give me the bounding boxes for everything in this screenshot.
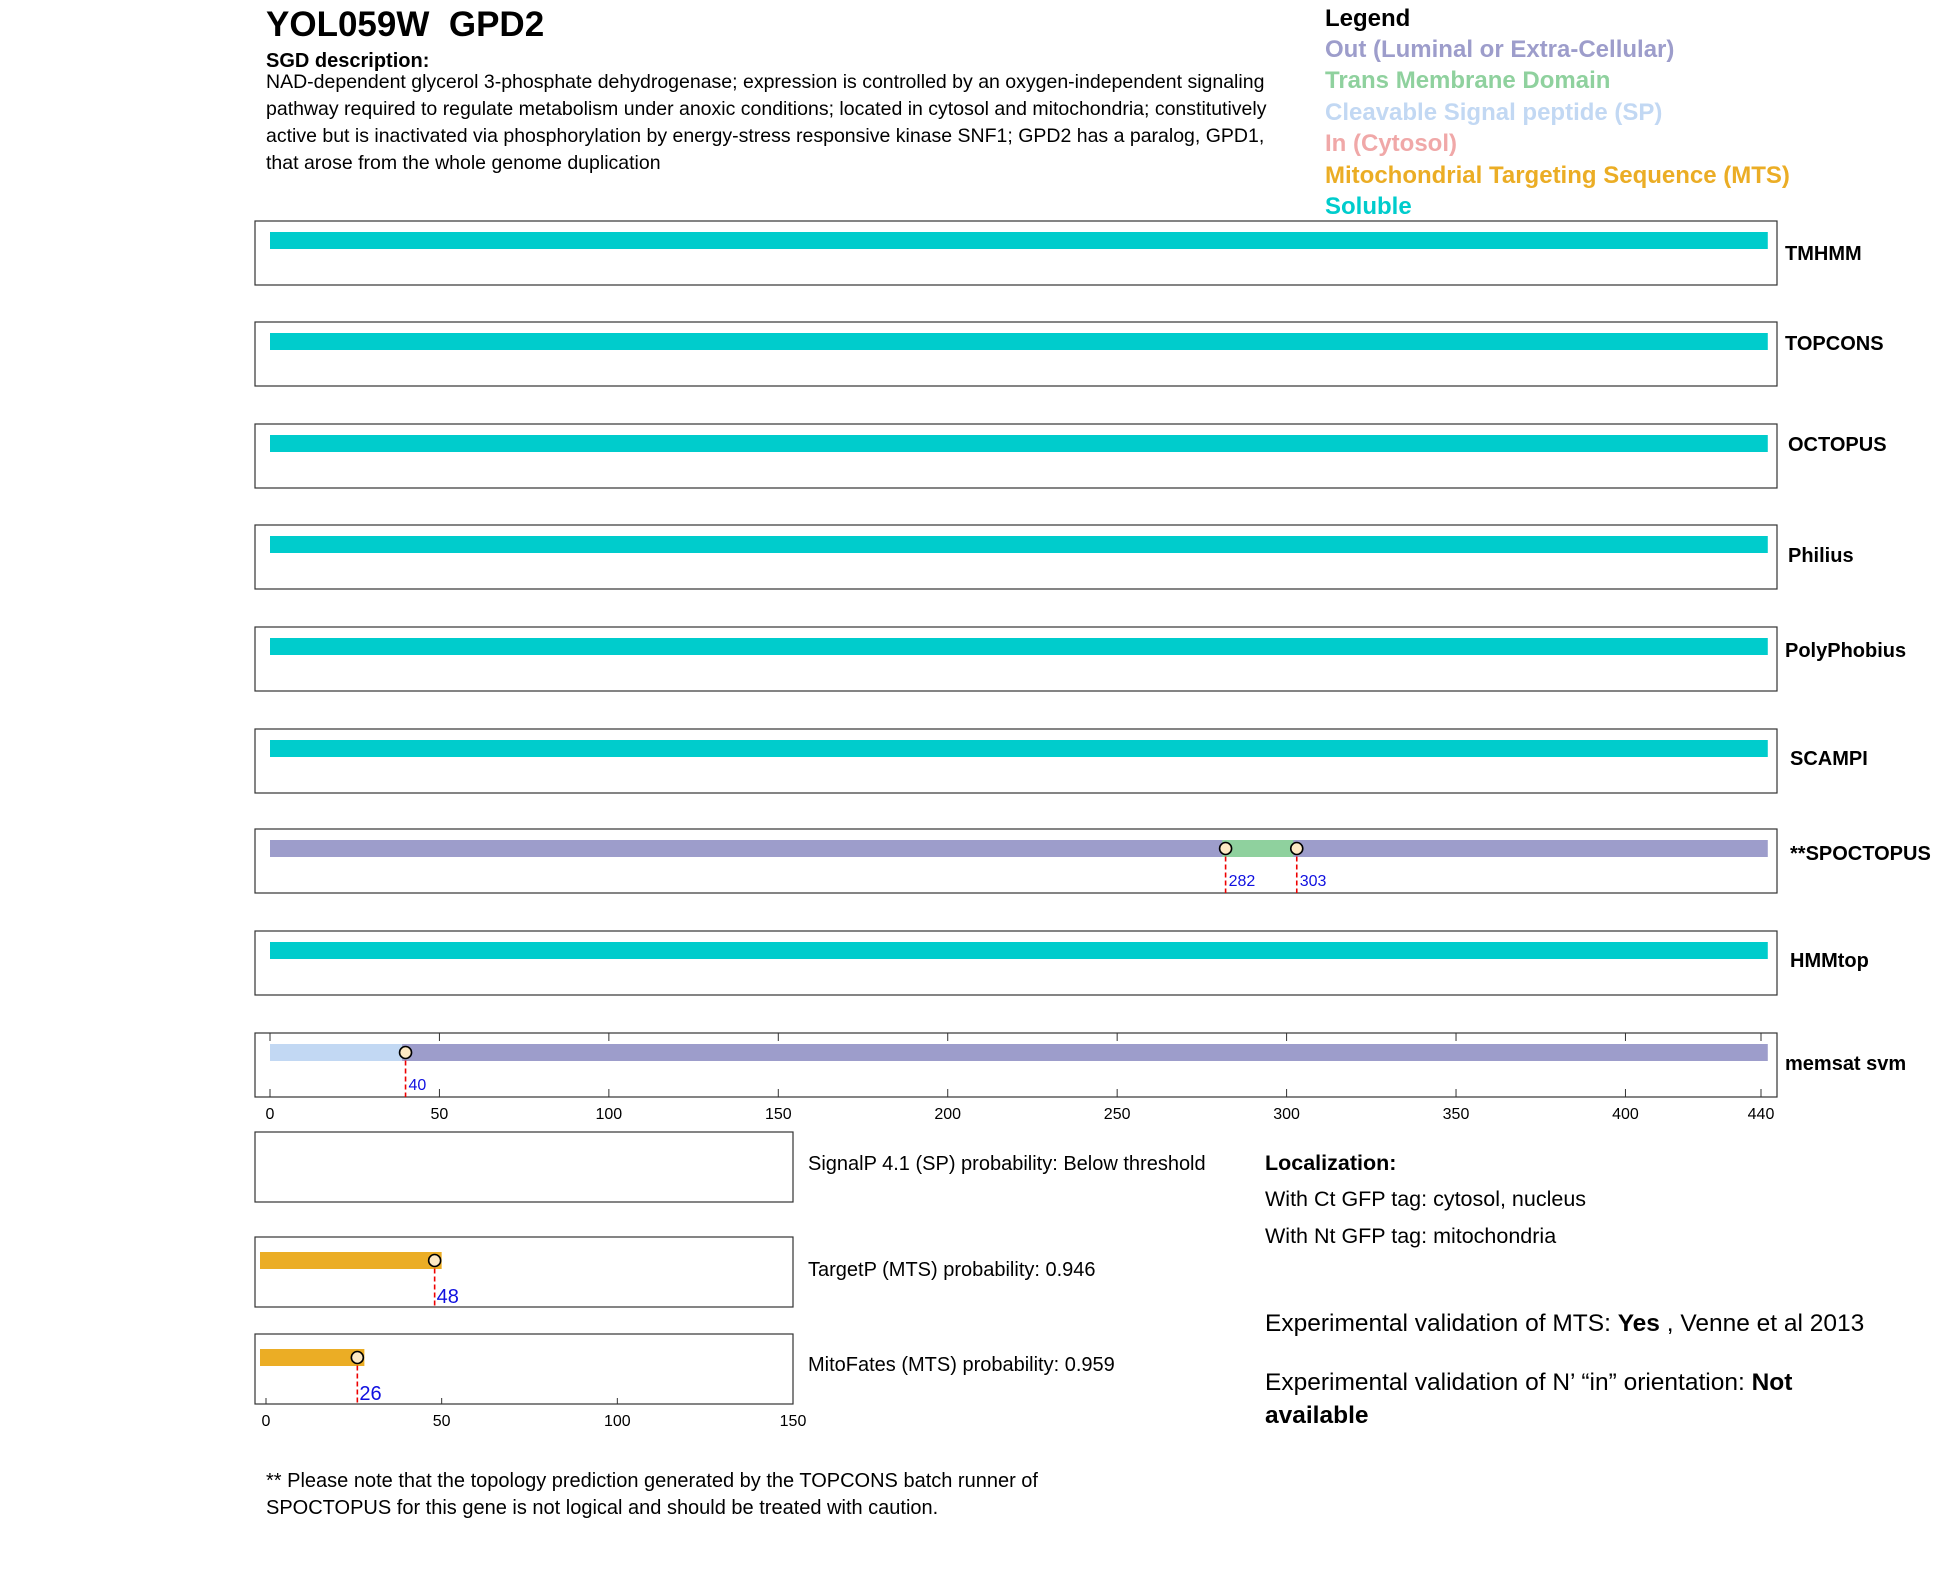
segment-out bbox=[402, 1044, 1768, 1061]
legend-item-sp: Cleavable Signal peptide (SP) bbox=[1325, 99, 1663, 126]
segment-mts bbox=[260, 1252, 442, 1269]
track-box bbox=[255, 627, 1777, 691]
validation-mts-value: Yes bbox=[1617, 1310, 1660, 1337]
marker-label: 282 bbox=[1228, 873, 1256, 890]
axis-tick-label: 0 bbox=[265, 1106, 275, 1123]
track-box bbox=[255, 322, 1777, 386]
track-4 bbox=[255, 627, 1777, 691]
track-label-memsat: memsat svm bbox=[1785, 1053, 1907, 1075]
segment-soluble bbox=[270, 232, 1768, 249]
segment-soluble bbox=[270, 638, 1768, 655]
marker-label: 48 bbox=[436, 1286, 459, 1308]
legend-item-tm: Trans Membrane Domain bbox=[1325, 67, 1611, 94]
segment-soluble bbox=[270, 942, 1768, 959]
track-box bbox=[255, 1033, 1777, 1097]
targetp-label: TargetP (MTS) probability: 0.946 bbox=[808, 1259, 1096, 1281]
track-label-spoctopus: **SPOCTOPUS bbox=[1790, 843, 1931, 865]
track-box bbox=[255, 221, 1777, 285]
pred-box bbox=[255, 1132, 793, 1202]
validation-mts-suffix: , Venne et al 2013 bbox=[1659, 1310, 1865, 1337]
validation-mts bbox=[1265, 1307, 1865, 1340]
track-3 bbox=[255, 525, 1777, 589]
marker-circle bbox=[400, 1047, 412, 1059]
caution-note: ** Please note that the topology prediction generated by the TOPCONS batch runner of SPOCTOPUS for this gene is not logical and should be treated with caution. bbox=[266, 1470, 1038, 1519]
pred-axis-tick-label: 50 bbox=[432, 1413, 451, 1430]
pred-axis-tick-label: 100 bbox=[603, 1413, 631, 1430]
marker-label: 303 bbox=[1299, 873, 1327, 890]
localization-ct: With Ct GFP tag: cytosol, nucleus bbox=[1265, 1187, 1587, 1211]
gene-id: YOL059W bbox=[266, 5, 430, 44]
segment-soluble bbox=[270, 435, 1768, 452]
axis-tick-label: 250 bbox=[1103, 1106, 1131, 1123]
legend-item-soluble: Soluble bbox=[1325, 193, 1412, 220]
validation-orient-value: Not available bbox=[1265, 1369, 1793, 1429]
track-1 bbox=[255, 322, 1777, 386]
pred-axis-tick-label: 150 bbox=[779, 1413, 807, 1430]
legend-item-mts: Mitochondrial Targeting Sequence (MTS) bbox=[1325, 162, 1790, 189]
track-label-polyphobius: PolyPhobius bbox=[1785, 640, 1907, 662]
track-label-topcons: TOPCONS bbox=[1785, 333, 1884, 355]
sgd-label: SGD description: bbox=[266, 50, 430, 72]
axis-tick-label: 400 bbox=[1612, 1106, 1639, 1123]
pred-box bbox=[255, 1334, 793, 1404]
legend-title: Legend bbox=[1325, 5, 1411, 32]
validation-orientation bbox=[1265, 1366, 1865, 1432]
segment-out bbox=[1293, 840, 1767, 857]
track-2 bbox=[255, 424, 1777, 488]
mitofates-label: MitoFates (MTS) probability: 0.959 bbox=[808, 1354, 1115, 1376]
segment-soluble bbox=[270, 333, 1768, 350]
segment-soluble bbox=[270, 740, 1768, 757]
track-box bbox=[255, 931, 1777, 995]
pred-box bbox=[255, 1237, 793, 1307]
axis-tick-label: 50 bbox=[430, 1106, 449, 1123]
track-label-hmmtop: HMMtop bbox=[1790, 950, 1869, 972]
segment-mts bbox=[260, 1349, 364, 1366]
axis-tick-label: 300 bbox=[1273, 1106, 1300, 1123]
track-box bbox=[255, 729, 1777, 793]
marker-circle bbox=[429, 1255, 441, 1267]
pred-track-0 bbox=[255, 1132, 793, 1202]
axis-tick-label: 200 bbox=[934, 1106, 962, 1123]
validation-orient-prefix: Experimental validation of N’ “in” orientation: bbox=[1265, 1369, 1752, 1396]
marker-circle bbox=[1220, 843, 1232, 855]
track-0 bbox=[255, 221, 1777, 285]
track-box bbox=[255, 829, 1777, 893]
track-5 bbox=[255, 729, 1777, 793]
marker-circle bbox=[351, 1352, 363, 1364]
track-label-scampi: SCAMPI bbox=[1790, 748, 1868, 770]
segment-sp bbox=[270, 1044, 406, 1061]
marker-label: 26 bbox=[359, 1383, 382, 1405]
segment-soluble bbox=[270, 536, 1768, 553]
marker-label: 40 bbox=[408, 1077, 427, 1094]
legend-item-out: Out (Luminal or Extra-Cellular) bbox=[1325, 36, 1675, 63]
track-box bbox=[255, 424, 1777, 488]
segment-out bbox=[270, 840, 1226, 857]
axis-tick-label: 150 bbox=[764, 1106, 792, 1123]
track-6 bbox=[255, 829, 1777, 893]
localization-nt: With Nt GFP tag: mitochondria bbox=[1265, 1224, 1557, 1248]
track-label-tmhmm: TMHMM bbox=[1785, 243, 1862, 265]
track-7 bbox=[255, 931, 1777, 995]
validation-mts-prefix: Experimental validation of MTS: bbox=[1265, 1310, 1618, 1337]
track-8 bbox=[255, 1033, 1777, 1097]
segment-tm bbox=[1222, 840, 1297, 857]
axis-tick-label: 100 bbox=[595, 1106, 623, 1123]
pred-track-2 bbox=[255, 1334, 793, 1405]
marker-circle bbox=[1291, 843, 1303, 855]
track-box bbox=[255, 525, 1777, 589]
legend-item-in: In (Cytosol) bbox=[1325, 130, 1457, 157]
signalp-label: SignalP 4.1 (SP) probability: Below threshold bbox=[808, 1153, 1206, 1175]
track-label-octopus: OCTOPUS bbox=[1788, 434, 1887, 456]
sgd-description: NAD-dependent glycerol 3-phosphate dehydrogenase; expression is controlled by an oxygen-independent signaling pathway required to regulate metabolism under anoxic conditions; located in cytosol and mitochondria; constitutively active but is inactivated via phosphorylation by energy-stress responsive kinase SNF1; GPD2 has a paralog, GPD1, that arose from the whole genome duplication bbox=[266, 71, 1267, 174]
axis-tick-label: 350 bbox=[1442, 1106, 1470, 1123]
track-label-philius: Philius bbox=[1788, 545, 1854, 567]
axis-tick-label: 440 bbox=[1747, 1106, 1775, 1123]
gene-name: GPD2 bbox=[448, 5, 545, 44]
pred-axis-tick-label: 0 bbox=[261, 1413, 271, 1430]
pred-track-1 bbox=[255, 1237, 793, 1308]
localization-title: Localization: bbox=[1265, 1151, 1397, 1175]
